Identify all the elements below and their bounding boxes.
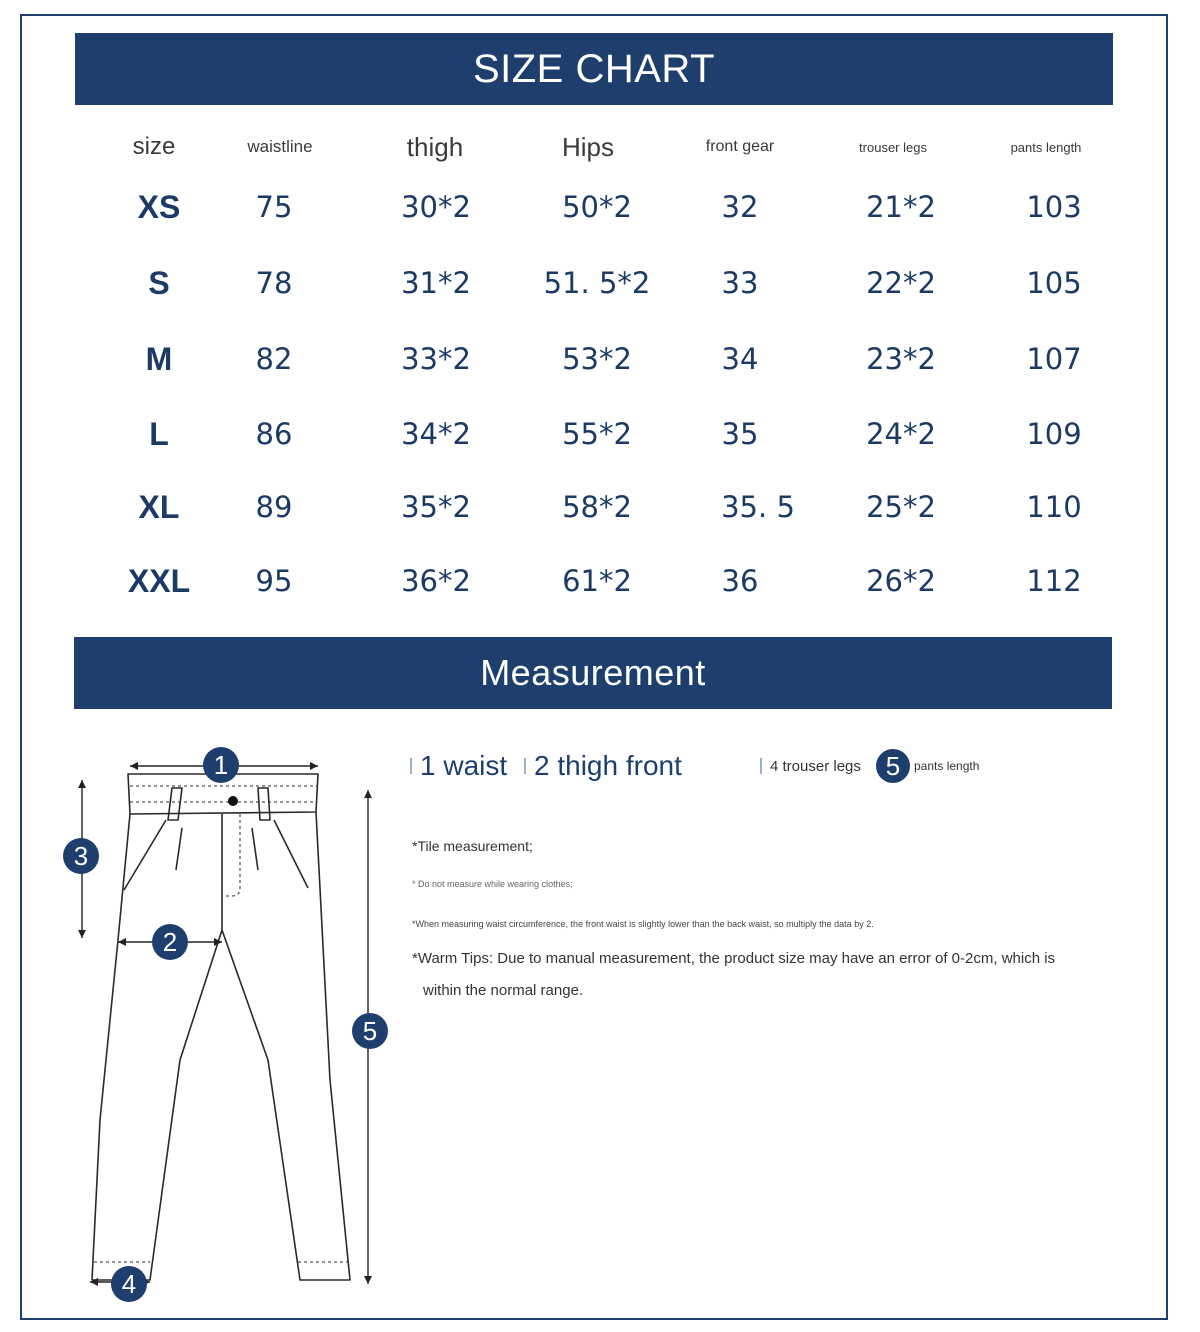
cell-front-gear: 32 xyxy=(721,190,759,224)
cell-waistline: 86 xyxy=(255,417,293,451)
badge-1 xyxy=(203,747,239,783)
legend-divider xyxy=(760,758,762,774)
badge-3-text: 3 xyxy=(73,841,89,871)
cell-hips: 55*2 xyxy=(562,417,632,451)
note-warm-tips-cont: within the normal range. xyxy=(423,982,584,999)
size-chart-banner xyxy=(75,33,1113,105)
cell-waistline: 89 xyxy=(255,490,293,524)
cell-hips: 61*2 xyxy=(562,564,632,598)
legend-divider xyxy=(524,758,526,774)
cell-waistline: 78 xyxy=(255,266,293,300)
legend-waist-label: 1 waist xyxy=(420,750,508,781)
badge-2-text: 2 xyxy=(162,927,178,957)
cell-front-gear: 36 xyxy=(721,564,759,598)
cell-trouser-legs: 21*2 xyxy=(866,190,936,224)
cell-pants-length: 112 xyxy=(1026,564,1082,598)
cell-pants-length: 110 xyxy=(1026,490,1082,524)
cell-waistline: 95 xyxy=(255,564,293,598)
measurement-legend xyxy=(410,746,1110,790)
cell-waistline: 82 xyxy=(255,342,293,376)
cell-size: XXL xyxy=(127,562,191,599)
cell-size: L xyxy=(149,415,169,452)
cell-thigh: 30*2 xyxy=(401,190,471,224)
legend-thigh xyxy=(524,746,682,786)
note-tile: *Tile measurement; xyxy=(412,838,533,854)
legend-legs-label: 4 trouser legs xyxy=(770,757,861,775)
table-row xyxy=(0,334,1200,384)
cell-pants-length: 103 xyxy=(1026,190,1082,224)
belt-loop-left xyxy=(168,788,182,820)
badge-5 xyxy=(352,1013,388,1049)
table-header-row xyxy=(0,122,1200,172)
belt-loop-right xyxy=(258,788,270,820)
cell-front-gear: 34 xyxy=(721,342,759,376)
cell-thigh: 34*2 xyxy=(401,417,471,451)
badge-2 xyxy=(152,924,188,960)
legend-trouser-legs xyxy=(760,746,861,786)
cell-pants-length: 107 xyxy=(1026,342,1082,376)
note-no-clothes: * Do not measure while wearing clothes; xyxy=(412,879,573,889)
table-row xyxy=(0,258,1200,308)
cell-thigh: 36*2 xyxy=(401,564,471,598)
cell-front-gear: 35. 5 xyxy=(721,490,795,524)
table-row xyxy=(0,482,1200,532)
cell-pants-length: 105 xyxy=(1026,266,1082,300)
cell-trouser-legs: 24*2 xyxy=(866,417,936,451)
pocket-left xyxy=(124,820,166,890)
cell-front-gear: 33 xyxy=(721,266,759,300)
cell-size: S xyxy=(148,264,170,301)
badge-1-text: 1 xyxy=(213,750,229,780)
legend-waist xyxy=(410,746,507,786)
pleat-right xyxy=(252,828,258,870)
trousers-diagram xyxy=(0,720,420,1320)
cell-trouser-legs: 22*2 xyxy=(866,266,936,300)
cell-size: XS xyxy=(137,188,181,225)
note-warm-tips: *Warm Tips: Due to manual measurement, the product size may have an error of 0-2cm, which is xyxy=(412,950,1056,967)
note-waist: *When measuring waist circumference, the front waist is slightly lower than the back waist, so multiply the data by 2. xyxy=(412,919,874,929)
cell-hips: 53*2 xyxy=(562,342,632,376)
fly-stitch xyxy=(222,814,240,896)
cell-waistline: 75 xyxy=(255,190,293,224)
pleat-left xyxy=(176,828,182,870)
legend-length-label: pants length xyxy=(914,759,980,773)
table-row xyxy=(0,556,1200,606)
legend-pants-length xyxy=(876,746,979,786)
cell-thigh: 33*2 xyxy=(401,342,471,376)
cell-trouser-legs: 25*2 xyxy=(866,490,936,524)
cell-thigh: 31*2 xyxy=(401,266,471,300)
table-row xyxy=(0,182,1200,232)
cell-size: XL xyxy=(138,488,180,525)
header-thigh: thigh xyxy=(406,131,464,162)
cell-trouser-legs: 26*2 xyxy=(866,564,936,598)
size-chart-title: SIZE CHART xyxy=(472,46,716,91)
cell-pants-length: 109 xyxy=(1026,417,1082,451)
cell-size: M xyxy=(145,340,173,377)
cell-trouser-legs: 23*2 xyxy=(866,342,936,376)
trousers-outline xyxy=(92,812,350,1280)
cell-thigh: 35*2 xyxy=(401,490,471,524)
header-pants-length: pants length xyxy=(1010,139,1082,155)
legend-divider xyxy=(410,758,412,774)
cell-front-gear: 35 xyxy=(721,417,759,451)
button-icon xyxy=(228,796,238,806)
header-waistline: waistline xyxy=(247,137,313,156)
measurement-banner xyxy=(74,637,1112,709)
header-hips: Hips xyxy=(561,131,615,162)
header-front-gear: front gear xyxy=(705,138,775,155)
header-size: size xyxy=(132,133,176,160)
table-row xyxy=(0,409,1200,459)
cell-hips: 50*2 xyxy=(562,190,632,224)
legend-badge-5: 5 xyxy=(876,749,910,783)
pocket-right xyxy=(274,820,308,888)
badge-3 xyxy=(63,838,99,874)
header-trouser-legs: trouser legs xyxy=(859,139,927,155)
cell-hips: 58*2 xyxy=(562,490,632,524)
badge-5-text: 5 xyxy=(362,1016,378,1046)
badge-4-text: 4 xyxy=(121,1269,137,1299)
legend-thigh-label: 2 thigh front xyxy=(534,750,682,781)
cell-hips: 51. 5*2 xyxy=(543,266,651,300)
measurement-title: Measurement xyxy=(480,652,706,693)
badge-4 xyxy=(111,1266,147,1302)
